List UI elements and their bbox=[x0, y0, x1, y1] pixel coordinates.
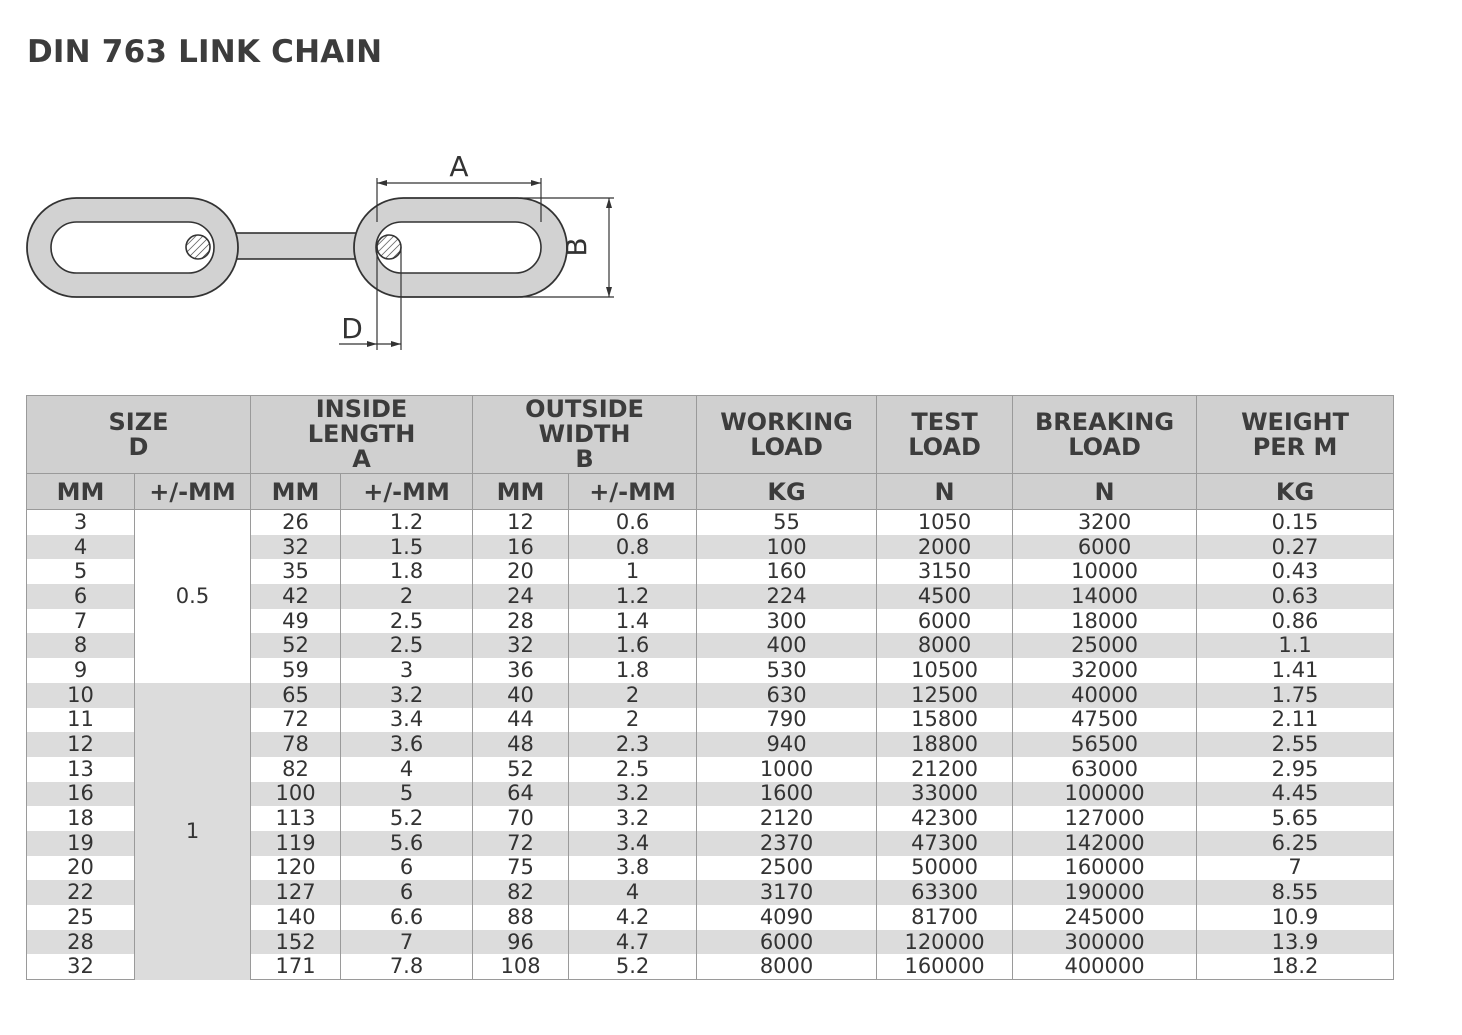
weight-cell: 2.11 bbox=[1197, 708, 1394, 733]
inside-length-tol-cell: 2.5 bbox=[341, 633, 473, 658]
size-tolerance-cell: 1 bbox=[135, 683, 251, 980]
unit-header: N bbox=[877, 474, 1013, 510]
unit-header: MM bbox=[473, 474, 569, 510]
outside-width-tol-cell: 3.8 bbox=[569, 856, 697, 881]
size-cell: 9 bbox=[27, 658, 135, 683]
outside-width-cell: 32 bbox=[473, 633, 569, 658]
outside-width-cell: 82 bbox=[473, 880, 569, 905]
outside-width-cell: 36 bbox=[473, 658, 569, 683]
unit-header: KG bbox=[697, 474, 877, 510]
outside-width-cell: 40 bbox=[473, 683, 569, 708]
size-cell: 7 bbox=[27, 609, 135, 634]
inside-length-cell: 78 bbox=[251, 732, 341, 757]
inside-length-tol-cell: 6 bbox=[341, 880, 473, 905]
inside-length-cell: 65 bbox=[251, 683, 341, 708]
test-load-cell: 81700 bbox=[877, 905, 1013, 930]
group-header-row bbox=[27, 396, 1394, 474]
inside-length-cell: 42 bbox=[251, 584, 341, 609]
inside-length-tol-cell: 7 bbox=[341, 930, 473, 955]
size-tolerance-cell: 0.5 bbox=[135, 510, 251, 683]
size-cell: 5 bbox=[27, 559, 135, 584]
working-load-cell: 790 bbox=[697, 708, 877, 733]
inside-length-cell: 140 bbox=[251, 905, 341, 930]
test-load-cell: 21200 bbox=[877, 757, 1013, 782]
link-connector bbox=[230, 233, 358, 259]
page-title: DIN 763 LINK CHAIN bbox=[27, 34, 383, 70]
size-cell: 3 bbox=[27, 510, 135, 535]
outside-width-tol-cell: 2 bbox=[569, 683, 697, 708]
weight-cell: 1.75 bbox=[1197, 683, 1394, 708]
size-cell: 22 bbox=[27, 880, 135, 905]
outside-width-cell: 88 bbox=[473, 905, 569, 930]
test-load-cell: 2000 bbox=[877, 535, 1013, 560]
chain-spec-table bbox=[26, 395, 1394, 980]
working-load-cell: 2500 bbox=[697, 856, 877, 881]
inside-length-cell: 120 bbox=[251, 856, 341, 881]
outside-width-tol-cell: 4 bbox=[569, 880, 697, 905]
test-load-cell: 42300 bbox=[877, 806, 1013, 831]
unit-header-row bbox=[27, 474, 1394, 510]
weight-cell: 0.63 bbox=[1197, 584, 1394, 609]
outside-width-cell: 24 bbox=[473, 584, 569, 609]
header-breaking-load: BREAKING LOAD bbox=[1013, 396, 1197, 474]
test-load-cell: 1050 bbox=[877, 510, 1013, 535]
working-load-cell: 4090 bbox=[697, 905, 877, 930]
working-load-cell: 1000 bbox=[697, 757, 877, 782]
test-load-cell: 33000 bbox=[877, 782, 1013, 807]
breaking-load-cell: 400000 bbox=[1013, 954, 1197, 979]
unit-header: +/-MM bbox=[135, 474, 251, 510]
weight-cell: 8.55 bbox=[1197, 880, 1394, 905]
breaking-load-cell: 160000 bbox=[1013, 856, 1197, 881]
working-load-cell: 2370 bbox=[697, 831, 877, 856]
header-size: SIZE D bbox=[27, 396, 251, 474]
header-inside-length: INSIDE LENGTH A bbox=[251, 396, 473, 474]
test-load-cell: 50000 bbox=[877, 856, 1013, 881]
outside-width-tol-cell: 0.8 bbox=[569, 535, 697, 560]
size-cell: 28 bbox=[27, 930, 135, 955]
outside-width-tol-cell: 3.2 bbox=[569, 806, 697, 831]
outside-width-tol-cell: 4.2 bbox=[569, 905, 697, 930]
breaking-load-cell: 3200 bbox=[1013, 510, 1197, 535]
table-row bbox=[27, 683, 1394, 708]
inside-length-cell: 72 bbox=[251, 708, 341, 733]
size-cell: 8 bbox=[27, 633, 135, 658]
inside-length-cell: 127 bbox=[251, 880, 341, 905]
outside-width-cell: 64 bbox=[473, 782, 569, 807]
breaking-load-cell: 10000 bbox=[1013, 559, 1197, 584]
breaking-load-cell: 32000 bbox=[1013, 658, 1197, 683]
size-cell: 25 bbox=[27, 905, 135, 930]
outside-width-tol-cell: 2.3 bbox=[569, 732, 697, 757]
test-load-cell: 15800 bbox=[877, 708, 1013, 733]
outside-width-cell: 28 bbox=[473, 609, 569, 634]
breaking-load-cell: 56500 bbox=[1013, 732, 1197, 757]
outside-width-cell: 44 bbox=[473, 708, 569, 733]
inside-length-tol-cell: 1.8 bbox=[341, 559, 473, 584]
working-load-cell: 160 bbox=[697, 559, 877, 584]
inside-length-cell: 52 bbox=[251, 633, 341, 658]
outside-width-tol-cell: 3.4 bbox=[569, 831, 697, 856]
inside-length-tol-cell: 3.2 bbox=[341, 683, 473, 708]
test-load-cell: 63300 bbox=[877, 880, 1013, 905]
breaking-load-cell: 300000 bbox=[1013, 930, 1197, 955]
outside-width-tol-cell: 4.7 bbox=[569, 930, 697, 955]
breaking-load-cell: 14000 bbox=[1013, 584, 1197, 609]
working-load-cell: 2120 bbox=[697, 806, 877, 831]
inside-length-tol-cell: 6 bbox=[341, 856, 473, 881]
outside-width-tol-cell: 3.2 bbox=[569, 782, 697, 807]
inside-length-tol-cell: 3.4 bbox=[341, 708, 473, 733]
test-load-cell: 160000 bbox=[877, 954, 1013, 979]
breaking-load-cell: 6000 bbox=[1013, 535, 1197, 560]
weight-cell: 1.1 bbox=[1197, 633, 1394, 658]
test-load-cell: 6000 bbox=[877, 609, 1013, 634]
dimension-a-label: A bbox=[449, 150, 469, 183]
size-cell: 10 bbox=[27, 683, 135, 708]
working-load-cell: 630 bbox=[697, 683, 877, 708]
header-outside-width: OUTSIDE WIDTH B bbox=[473, 396, 697, 474]
outside-width-cell: 12 bbox=[473, 510, 569, 535]
outside-width-tol-cell: 5.2 bbox=[569, 954, 697, 979]
size-cell: 16 bbox=[27, 782, 135, 807]
inside-length-cell: 35 bbox=[251, 559, 341, 584]
unit-header: KG bbox=[1197, 474, 1394, 510]
unit-header: MM bbox=[251, 474, 341, 510]
inside-length-tol-cell: 2.5 bbox=[341, 609, 473, 634]
outside-width-tol-cell: 0.6 bbox=[569, 510, 697, 535]
working-load-cell: 940 bbox=[697, 732, 877, 757]
outside-width-tol-cell: 1.4 bbox=[569, 609, 697, 634]
weight-cell: 13.9 bbox=[1197, 930, 1394, 955]
unit-header: N bbox=[1013, 474, 1197, 510]
test-load-cell: 47300 bbox=[877, 831, 1013, 856]
test-load-cell: 12500 bbox=[877, 683, 1013, 708]
size-cell: 18 bbox=[27, 806, 135, 831]
weight-cell: 1.41 bbox=[1197, 658, 1394, 683]
inside-length-tol-cell: 5 bbox=[341, 782, 473, 807]
inside-length-cell: 100 bbox=[251, 782, 341, 807]
size-cell: 11 bbox=[27, 708, 135, 733]
weight-cell: 10.9 bbox=[1197, 905, 1394, 930]
test-load-cell: 18800 bbox=[877, 732, 1013, 757]
breaking-load-cell: 142000 bbox=[1013, 831, 1197, 856]
outside-width-tol-cell: 1.8 bbox=[569, 658, 697, 683]
inside-length-tol-cell: 7.8 bbox=[341, 954, 473, 979]
breaking-load-cell: 190000 bbox=[1013, 880, 1197, 905]
table-body bbox=[27, 510, 1394, 980]
breaking-load-cell: 245000 bbox=[1013, 905, 1197, 930]
breaking-load-cell: 25000 bbox=[1013, 633, 1197, 658]
inside-length-tol-cell: 1.2 bbox=[341, 510, 473, 535]
unit-header: +/-MM bbox=[569, 474, 697, 510]
outside-width-cell: 75 bbox=[473, 856, 569, 881]
outside-width-tol-cell: 1.6 bbox=[569, 633, 697, 658]
dimension-b-label: B bbox=[560, 237, 593, 257]
inside-length-cell: 152 bbox=[251, 930, 341, 955]
test-load-cell: 4500 bbox=[877, 584, 1013, 609]
working-load-cell: 100 bbox=[697, 535, 877, 560]
outside-width-cell: 52 bbox=[473, 757, 569, 782]
size-cell: 4 bbox=[27, 535, 135, 560]
weight-cell: 0.86 bbox=[1197, 609, 1394, 634]
inside-length-cell: 32 bbox=[251, 535, 341, 560]
outside-width-tol-cell: 2 bbox=[569, 708, 697, 733]
left-chain-link bbox=[27, 198, 238, 297]
working-load-cell: 530 bbox=[697, 658, 877, 683]
outside-width-cell: 72 bbox=[473, 831, 569, 856]
inside-length-cell: 82 bbox=[251, 757, 341, 782]
working-load-cell: 300 bbox=[697, 609, 877, 634]
inside-length-tol-cell: 3.6 bbox=[341, 732, 473, 757]
breaking-load-cell: 63000 bbox=[1013, 757, 1197, 782]
weight-cell: 2.55 bbox=[1197, 732, 1394, 757]
working-load-cell: 55 bbox=[697, 510, 877, 535]
inside-length-cell: 119 bbox=[251, 831, 341, 856]
working-load-cell: 3170 bbox=[697, 880, 877, 905]
dimension-d-label: D bbox=[341, 312, 363, 345]
header-working-load: WORKING LOAD bbox=[697, 396, 877, 474]
outside-width-cell: 70 bbox=[473, 806, 569, 831]
weight-cell: 6.25 bbox=[1197, 831, 1394, 856]
breaking-load-cell: 127000 bbox=[1013, 806, 1197, 831]
working-load-cell: 400 bbox=[697, 633, 877, 658]
table-row bbox=[27, 510, 1394, 535]
test-load-cell: 8000 bbox=[877, 633, 1013, 658]
inside-length-tol-cell: 3 bbox=[341, 658, 473, 683]
inside-length-tol-cell: 5.2 bbox=[341, 806, 473, 831]
inside-length-tol-cell: 2 bbox=[341, 584, 473, 609]
inside-length-tol-cell: 6.6 bbox=[341, 905, 473, 930]
outside-width-tol-cell: 2.5 bbox=[569, 757, 697, 782]
working-load-cell: 1600 bbox=[697, 782, 877, 807]
inside-length-cell: 26 bbox=[251, 510, 341, 535]
test-load-cell: 120000 bbox=[877, 930, 1013, 955]
outside-width-tol-cell: 1.2 bbox=[569, 584, 697, 609]
outside-width-cell: 16 bbox=[473, 535, 569, 560]
weight-cell: 0.43 bbox=[1197, 559, 1394, 584]
size-cell: 13 bbox=[27, 757, 135, 782]
header-weight-per-m: WEIGHT PER M bbox=[1197, 396, 1394, 474]
unit-header: +/-MM bbox=[341, 474, 473, 510]
weight-cell: 2.95 bbox=[1197, 757, 1394, 782]
weight-cell: 0.15 bbox=[1197, 510, 1394, 535]
outside-width-cell: 96 bbox=[473, 930, 569, 955]
breaking-load-cell: 40000 bbox=[1013, 683, 1197, 708]
inside-length-cell: 113 bbox=[251, 806, 341, 831]
inside-length-cell: 59 bbox=[251, 658, 341, 683]
size-cell: 19 bbox=[27, 831, 135, 856]
size-cell: 32 bbox=[27, 954, 135, 979]
size-cell: 12 bbox=[27, 732, 135, 757]
size-cell: 6 bbox=[27, 584, 135, 609]
unit-header: MM bbox=[27, 474, 135, 510]
weight-cell: 7 bbox=[1197, 856, 1394, 881]
header-test-load: TEST LOAD bbox=[877, 396, 1013, 474]
inside-length-cell: 171 bbox=[251, 954, 341, 979]
inside-length-tol-cell: 1.5 bbox=[341, 535, 473, 560]
weight-cell: 4.45 bbox=[1197, 782, 1394, 807]
weight-cell: 0.27 bbox=[1197, 535, 1394, 560]
outside-width-cell: 48 bbox=[473, 732, 569, 757]
outside-width-cell: 20 bbox=[473, 559, 569, 584]
outside-width-tol-cell: 1 bbox=[569, 559, 697, 584]
size-cell: 20 bbox=[27, 856, 135, 881]
breaking-load-cell: 47500 bbox=[1013, 708, 1197, 733]
inside-length-tol-cell: 4 bbox=[341, 757, 473, 782]
outside-width-cell: 108 bbox=[473, 954, 569, 979]
working-load-cell: 6000 bbox=[697, 930, 877, 955]
right-chain-link bbox=[354, 198, 567, 297]
inside-length-cell: 49 bbox=[251, 609, 341, 634]
weight-cell: 5.65 bbox=[1197, 806, 1394, 831]
inside-length-tol-cell: 5.6 bbox=[341, 831, 473, 856]
weight-cell: 18.2 bbox=[1197, 954, 1394, 979]
working-load-cell: 224 bbox=[697, 584, 877, 609]
breaking-load-cell: 18000 bbox=[1013, 609, 1197, 634]
working-load-cell: 8000 bbox=[697, 954, 877, 979]
breaking-load-cell: 100000 bbox=[1013, 782, 1197, 807]
test-load-cell: 10500 bbox=[877, 658, 1013, 683]
test-load-cell: 3150 bbox=[877, 559, 1013, 584]
chain-link-diagram bbox=[0, 140, 660, 360]
